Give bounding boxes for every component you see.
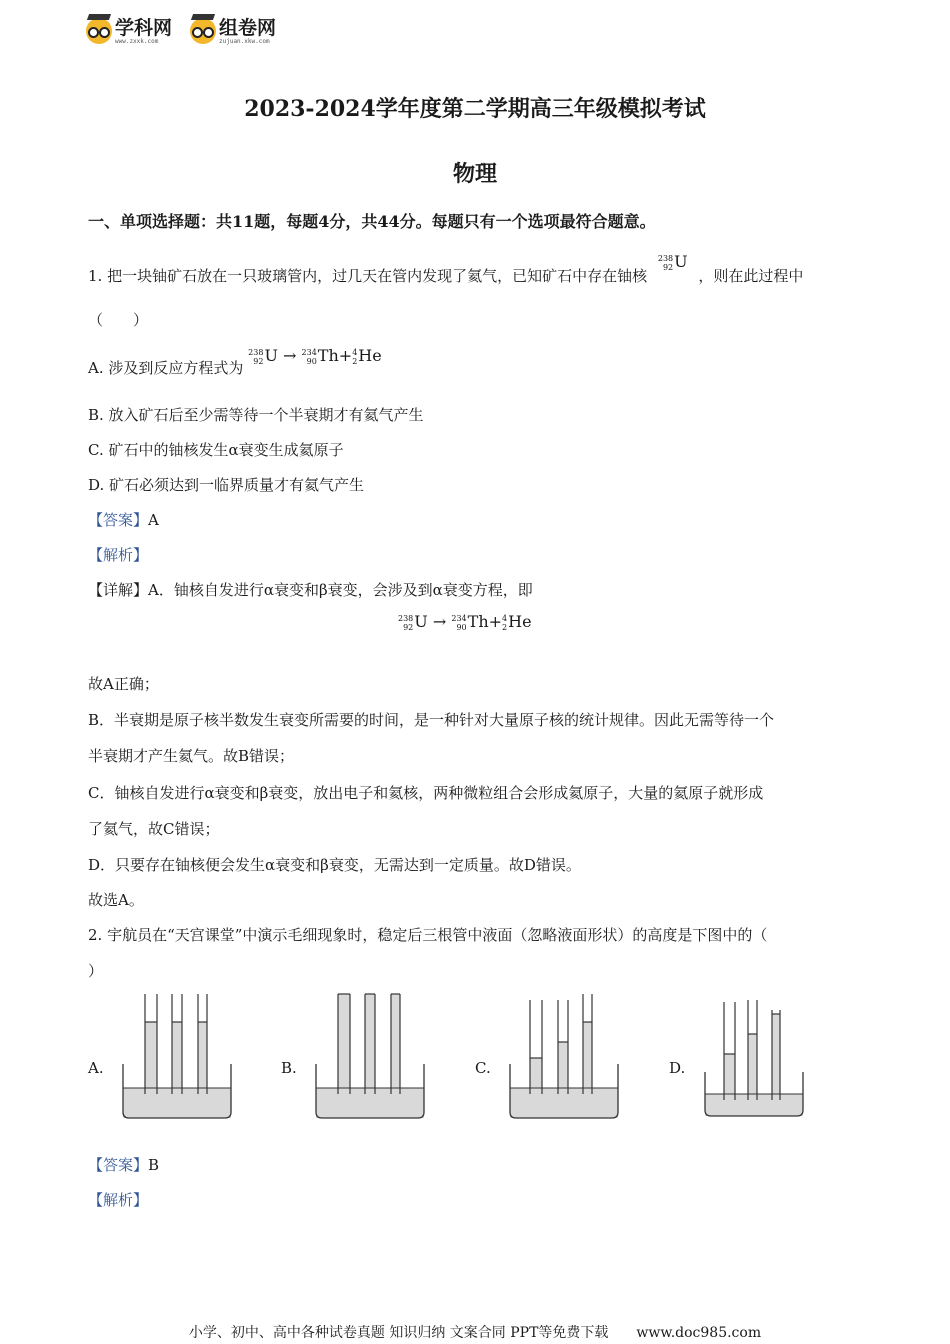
mass-number: 234 <box>451 613 467 623</box>
figure-a <box>118 990 236 1122</box>
q2-answer <box>88 1155 159 1175</box>
q2-stem: 2. 宇航员在“天宫课堂”中演示毛细现象时，稳定后三根管中液面（忽略液面形状）的高度是下图中的（ <box>88 926 768 944</box>
figure-label-d: D. <box>669 1059 686 1077</box>
figure-d <box>700 990 808 1122</box>
plus-sign: + <box>488 612 503 631</box>
q1-conclusion-a: 故A正确； <box>88 675 159 693</box>
mass-number: 238 <box>248 347 264 357</box>
atomic-number: 92 <box>403 622 414 632</box>
figure-label-a: A. <box>88 1059 104 1077</box>
q2-stem-tail: ） <box>88 962 104 980</box>
answer-tag: 【答案】 <box>88 511 149 529</box>
q1-option-c: C. 矿石中的铀核发生α衰变生成氦原子 <box>88 441 344 459</box>
element-symbol: Th <box>317 346 339 365</box>
q1-choose: 故选A。 <box>88 891 144 909</box>
detail-text: A．铀核自发进行α衰变和β衰变，会涉及到α衰变方程，即 <box>148 581 533 599</box>
mass-number: 238 <box>657 253 674 263</box>
q1-explain-d: D．只要存在铀核便会发生α衰变和β衰变，无需达到一定质量。故D错误。 <box>88 856 581 874</box>
arrow-icon: → <box>432 612 447 631</box>
q1-explain-b2: 半衰期才产生氦气。故B错误； <box>88 747 295 765</box>
mass-number: 4 <box>502 613 508 623</box>
q1-answer <box>88 510 159 530</box>
q2-analysis-tag: 【解析】 <box>88 1191 149 1209</box>
q1-explain-c1: C．铀核自发进行α衰变和β衰变，放出电子和氦核，两种微粒组合会形成氦原子，大量的氦原子就形成 <box>88 784 764 802</box>
section-heading: 一、单项选择题：共11题，每题4分，共44分。每题只有一个选项最符合题意。 <box>88 212 656 231</box>
element-symbol: He <box>358 346 382 365</box>
mass-number: 238 <box>398 613 414 623</box>
reaction-equation <box>248 346 382 366</box>
answer-value: B <box>148 1156 160 1174</box>
zujuan-logo <box>190 14 276 48</box>
mascot-icon <box>86 18 112 44</box>
page-title: 2023-2024学年度第二学期高三年级模拟考试 <box>244 96 706 122</box>
q1-detail <box>88 580 533 600</box>
figure-label-c: C. <box>475 1059 491 1077</box>
element-symbol: Th <box>467 612 489 631</box>
q1-option-b: B. 放入矿石后至少需等待一个半衰期才有氦气产生 <box>88 406 424 424</box>
mass-number: 234 <box>301 347 317 357</box>
subject-title: 物理 <box>452 161 497 187</box>
logo-subtext: www.zxxk.com <box>115 37 159 45</box>
atomic-number: 92 <box>253 356 264 366</box>
plus-sign: + <box>338 346 353 365</box>
detail-equation <box>398 612 532 632</box>
element-symbol: He <box>508 612 532 631</box>
q1-explain-c2: 了氦气，故C错误； <box>88 820 220 838</box>
atomic-number: 92 <box>662 262 674 272</box>
mascot-icon <box>190 18 216 44</box>
q1-stem-tail: ，则在此过程中 <box>698 267 804 285</box>
logo-subtext: zujuan.xkw.com <box>219 37 270 45</box>
arrow-icon: → <box>283 346 297 365</box>
figure-label-b: B. <box>281 1059 297 1077</box>
xueke-logo <box>86 14 172 48</box>
option-a-text: A. 涉及到反应方程式为 <box>88 359 244 377</box>
element-symbol: U <box>414 612 428 631</box>
q1-stem-text: 1. 把一块铀矿石放在一只玻璃管内，过几天在管内发现了氦气，已知矿石中存在铀核 <box>88 267 648 285</box>
page-footer: 小学、初中、高中各种试卷真题 知识归纳 文案合同 PPT等免费下载 www.doc985.com <box>188 1325 762 1341</box>
q1-explain-b1: B．半衰期是原子核半数发生衰变所需要的时间，是一种针对大量原子核的统计规律。因此无需等待一个 <box>88 711 775 729</box>
logo-text: 组卷网 <box>219 16 277 39</box>
q1-stem <box>88 252 804 286</box>
atomic-number: 90 <box>456 622 467 632</box>
figure-b <box>311 990 429 1122</box>
element-symbol: U <box>674 252 688 271</box>
q1-analysis-tag: 【解析】 <box>88 546 149 564</box>
logo-text: 学科网 <box>115 16 173 39</box>
q1-paren: （ ） <box>88 311 149 329</box>
figure-c <box>505 990 623 1122</box>
mass-number: 4 <box>352 347 358 357</box>
element-symbol: U <box>264 346 278 365</box>
uranium-nuclide <box>658 252 688 272</box>
atomic-number: 2 <box>352 356 358 366</box>
q1-option-d: D. 矿石必须达到一临界质量才有氦气产生 <box>88 476 365 494</box>
answer-value: A <box>148 511 159 529</box>
detail-tag: 【详解】 <box>88 581 149 599</box>
answer-tag: 【答案】 <box>88 1156 149 1174</box>
atomic-number: 90 <box>306 356 317 366</box>
atomic-number: 2 <box>502 622 508 632</box>
q1-option-a <box>88 346 382 377</box>
